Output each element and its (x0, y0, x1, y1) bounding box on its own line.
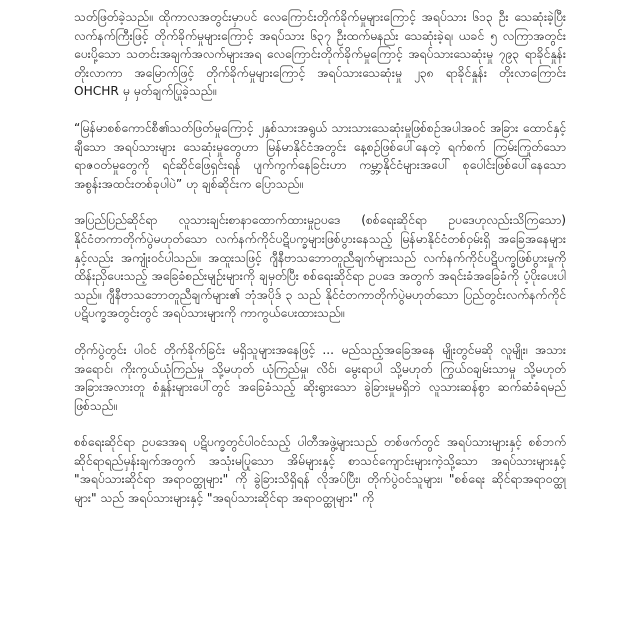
paragraph-5: စစ်ရေးဆိုင်ရာ ဥပဒေအရ ပဋိပက္ခတွင်ပါဝင်သည့် ပါတီအဖွဲ့များသည် တစ်ဖက်တွင် အရပ်သားများနှင့် စစ်ဘက်ဆိုင်ရာရည်မှန်းချက်အတွက် အသုံးမပြုသော အိမ်များနှင့် စာသင်ကျောင်းများကဲ့သို့သော အရပ်သားများနှင့် "အရပ်သားဆိုင်ရာ အရာဝတ္ထုများ" ကို ခွဲခြားသိရှိရန် လိုအပ်ပြီး၊ တိုက်ပွဲဝင်သူများ၊ "စစ်ရေး ဆိုင်ရာအရာဝတ္ထုများ" သည် အရပ်သားများနှင့် "အရပ်သားဆိုင်ရာ အရာဝတ္ထုများ" ကို (74, 435, 566, 506)
paragraph-4: တိုက်ပွဲတွင်း ပါဝင် တိုက်ခိုက်ခြင်း မရှိသူများအနေဖြင့် ... မည်သည့်အခြေအနေ မျိုးတွင်မဆို လူမျိုး၊ အသားအရောင်၊ ကိုးကွယ်ယုံကြည်မှု သို့မဟုတ် ယုံကြည်မှု၊ လိင်၊ မွေးရာပါ သို့မဟုတ် ကြွယ်ဝချမ်းသာမှု သို့မဟုတ် အခြားအလားတူ စံနှုန်းများပေါ်တွင် အခြေခံသည့် ဆိုးရွားသော ခွဲခြားမှုမရှိဘဲ လူသားဆန်စွာ ဆက်ဆံခံရမည်ဖြစ်သည်။ (74, 342, 566, 413)
paragraph-2-quote: “မြန်မာစစ်ကောင်စီ၏သတ်ဖြတ်မှုကြောင့် ၂နှစ်သားအရွယ် သားသားသေဆုံးမှုဖြစ်စဉ်အပါအဝင် အခြား ထောင်နှင့်ချီသော အရပ်သားများ သေဆုံးမှုတွေဟာ မြန်မာနိုင်ငံအတွင်း နေ့စဉ်ဖြစ်ပေါ်နေတဲ့ ရက်စက် ကြမ်းကြုတ်သော ရာဇဝတ်မှုတွေကို ရင်ဆိုင်ဖြေရှင်းရန် ပျက်ကွက်နေခြင်းဟာ ကမ္ဘာ့နိုင်ငံများအပေါ် စုပေါင်းဖြစ်ပေါ်နေသော အစွန်းအထင်းတစ်ခုပါပဲ” ဟု ချစ်ဆိုင်းက ပြောသည်။ (74, 120, 566, 191)
paragraph-1: သတ်ဖြတ်ခဲ့သည်။ ထိုကာလအတွင်းမှာပင် လေကြောင်းတိုက်ခိုက်မှုများကြောင့် အရပ်သား ၆၁၃ ဦး သေဆုံးခဲ့ပြီး လက်နက်ကြီးဖြင့် တိုက်ခိုက်မှုများကြောင့် အရပ်သား ၆၃၇ ဦးထက်မနည်း သေဆုံးခဲ့ရ၊ ယခင် ၅ လကြာအတွင်း ပေးပို့သော သတင်းအချက်အလက်များအရ လေကြောင်းတိုက်ခိုက်မှုကြောင့် အရပ်သားသေဆုံးမှု ၇၉၃ ရာခိုင်နှုန်း တိုးလာကာ အမြောက်ဖြင့် တိုက်ခိုက်မှုများကြောင့် အရပ်သားသေဆုံးမှု ၂၃၈ ရာခိုင်နှုန်း တိုးလာကြောင်း OHCHR မှ မှတ်ချက်ပြုခဲ့သည်။ (74, 10, 566, 99)
paragraph-3: အပြည်ပြည်ဆိုင်ရာ လူသားချင်းစာနာထောက်ထားမှုဥပဒေ (စစ်ရေးဆိုင်ရာ ဥပဒေဟုလည်းသိကြသော) နိုင်ငံတကာတိုက်ပွဲမဟုတ်သော လက်နက်ကိုင်ပဋိပက္ခများဖြစ်ပွားနေသည့် မြန်မာနိုင်ငံတစ်ဝှမ်းရှိ အခြေအနေများနှင့်လည်း အကျုံးဝင်ပါသည်။ အထူးသဖြင့် ဂျီနီဗာသဘောတူညီချက်များသည် လက်နက်ကိုင်ပဋိပက္ခဖြစ်ပွားမှုကို ထိန်းညှိပေးသည့် အခြေခံစည်းမျဉ်းများကို ချမှတ်ပြီး စစ်ရေးဆိုင်ရာ ဥပဒေ အတွက် အရင်းခံအခြေခံကို ပံ့ပိုးပေးပါ သည်။ ဂျီနီဗာသဘောတူညီချက်များ၏ ဘုံအပိုဒ် ၃ သည် နိုင်ငံတကာတိုက်ပွဲမဟုတ်သော ပြည်တွင်းလက်နက်ကိုင်ပဋိပက္ခအတွင်းတွင် အရပ်သားများကို ကာကွယ်ပေးထားသည်။ (74, 213, 566, 321)
